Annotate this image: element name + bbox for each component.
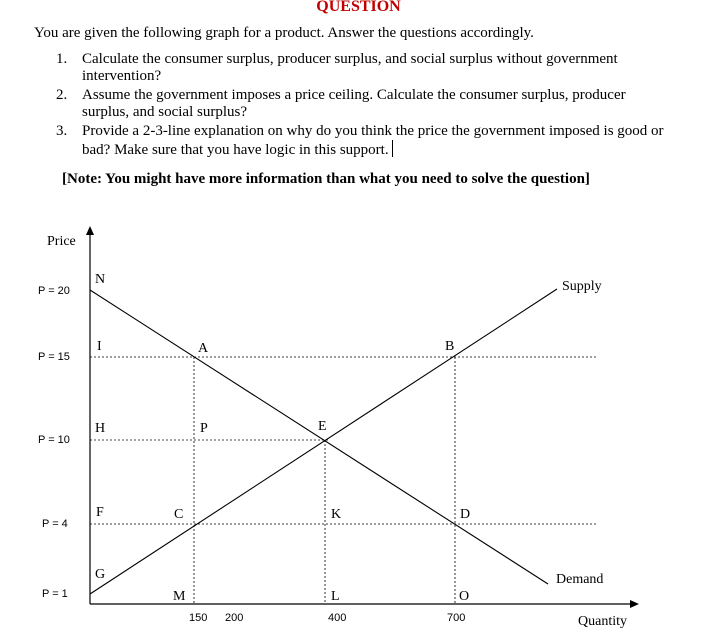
point-label-m: M [173, 589, 186, 604]
price-label-20: P = 20 [38, 285, 70, 297]
question-text-content: Provide a 2-3-line explanation on why do you think the price the government imposed is good or bad? Make sure that you have logic in this support. [82, 123, 664, 158]
point-label-k: K [331, 507, 342, 522]
point-label-h: H [95, 421, 106, 436]
x-axis-label: Quantity [578, 614, 627, 629]
point-label-n: N [95, 272, 106, 287]
supply-label: Supply [562, 279, 602, 294]
point-label-p: P [200, 421, 208, 436]
point-label-l: L [331, 589, 340, 604]
price-label-1: P = 1 [42, 588, 68, 600]
point-label-f: F [96, 505, 104, 520]
quantity-label-200: 200 [225, 612, 244, 624]
intro-text: You are given the following graph for a product. Answer the questions accordingly. [34, 25, 534, 41]
point-label-e: E [318, 419, 327, 434]
quantity-label-700: 700 [447, 612, 466, 624]
point-label-g: G [95, 567, 106, 582]
demand-curve [90, 290, 548, 584]
price-label-4: P = 4 [42, 518, 68, 530]
question-number: 3. [56, 123, 68, 139]
point-label-d: D [460, 507, 471, 522]
demand-label: Demand [556, 572, 604, 587]
point-label-o: O [459, 589, 470, 604]
question-text: Calculate the consumer surplus, producer surplus, and social surplus without government intervention? [82, 51, 618, 84]
note-text: [Note: You might have more information than what you need to solve the question] [62, 171, 590, 187]
question-title: QUESTION [316, 0, 401, 15]
price-label-10: P = 10 [38, 434, 70, 446]
point-label-b: B [445, 339, 455, 354]
point-label-a: A [198, 341, 209, 356]
price-label-15: P = 15 [38, 351, 70, 363]
quantity-label-150: 150 [189, 612, 208, 624]
question-number: 2. [56, 87, 68, 103]
y-axis-label: Price [47, 234, 76, 249]
point-label-i: I [97, 339, 102, 354]
question-number: 1. [56, 51, 68, 67]
question-text: Assume the government imposes a price ceiling. Calculate the consumer surplus, producer surplus, and social surplus? [82, 87, 626, 120]
point-label-c: C [174, 507, 184, 522]
quantity-label-400: 400 [328, 612, 347, 624]
